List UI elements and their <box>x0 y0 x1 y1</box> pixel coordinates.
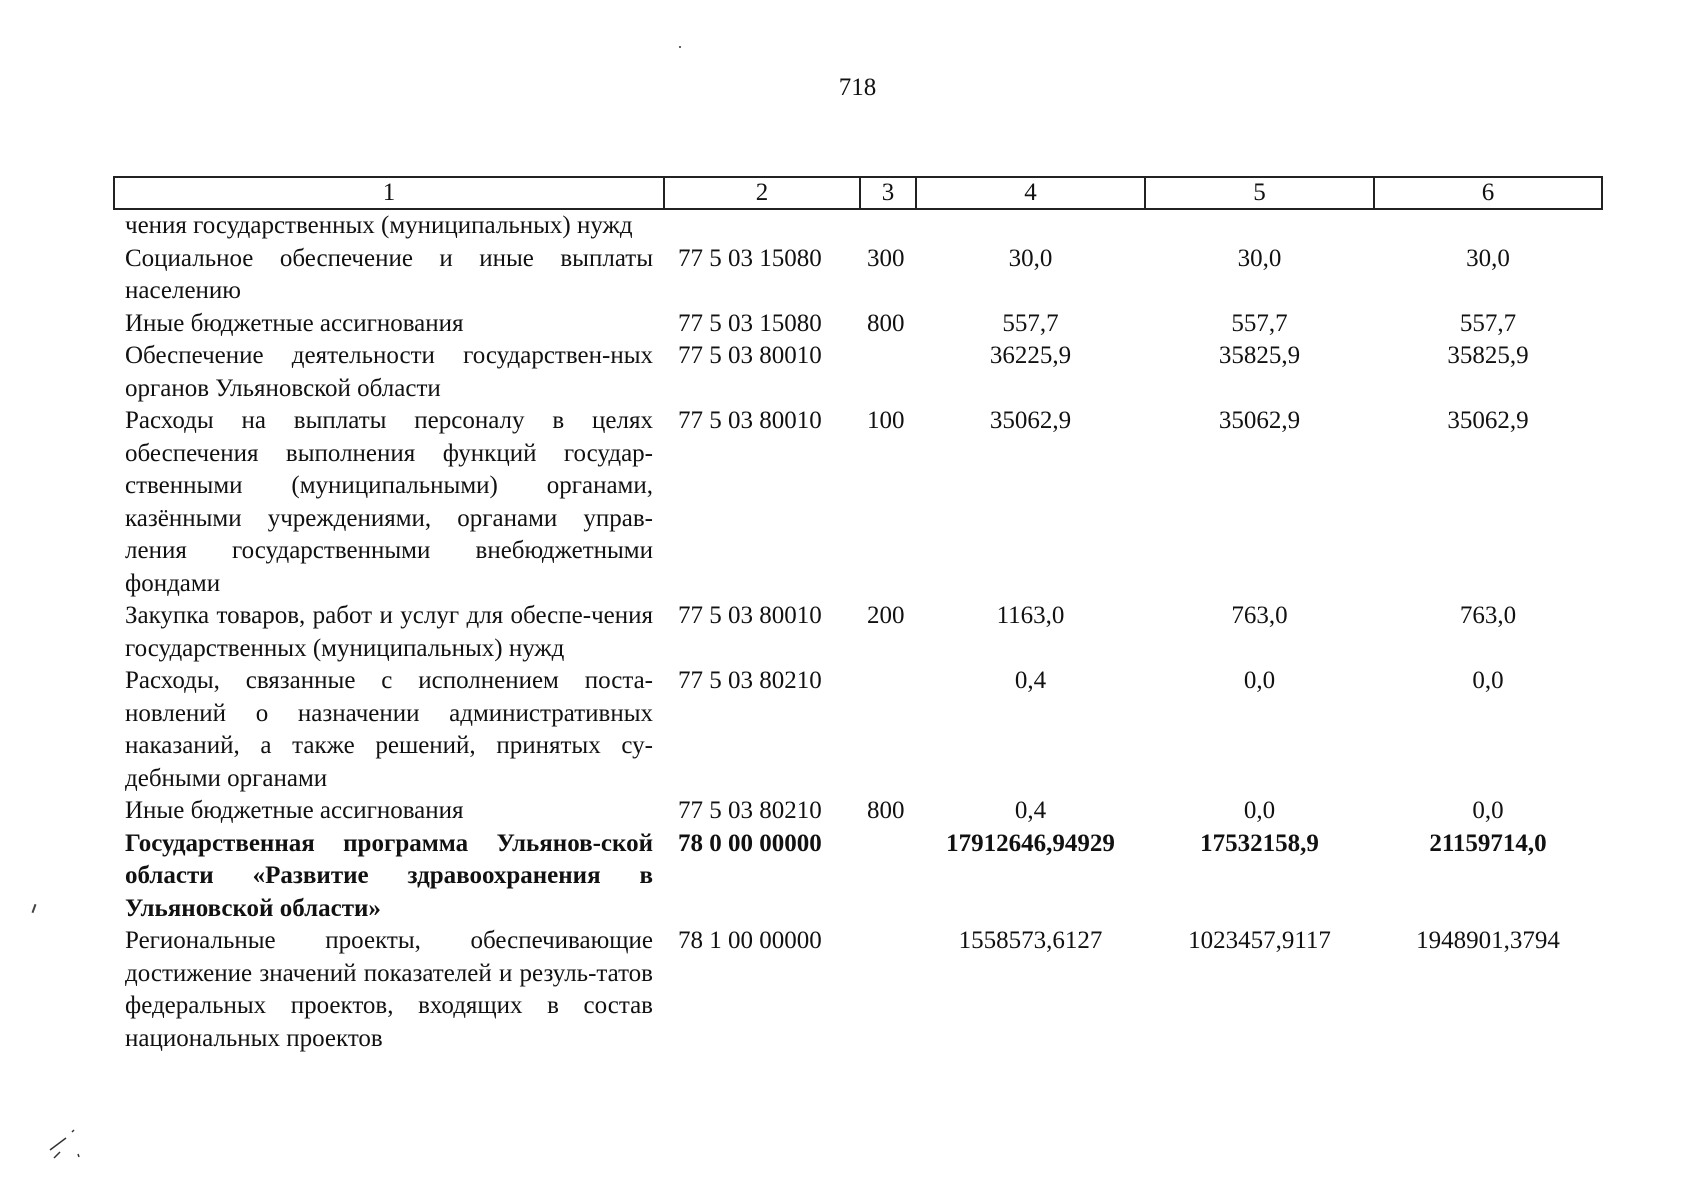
row-expense-kind: 800 <box>867 309 905 337</box>
row-value-col6 <box>1374 209 1602 243</box>
row-value-col6: 557,7 <box>1459 309 1517 337</box>
row-expense-kind <box>860 665 916 795</box>
header-row <box>114 177 1602 209</box>
header-cell-3: 3 <box>860 177 916 209</box>
row-value-col5: 17532158,9 <box>1200 829 1319 857</box>
row-code: 77 5 03 80210 <box>678 667 822 694</box>
row-value-col4 <box>916 209 1145 243</box>
row-expense-kind <box>860 340 916 405</box>
table-row <box>114 665 1602 795</box>
row-value-col5: 557,7 <box>1231 309 1288 337</box>
row-value-col5: 35825,9 <box>1218 342 1301 369</box>
row-value-col4: 36225,9 <box>989 342 1072 369</box>
row-value-col5: 763,0 <box>1231 602 1288 629</box>
header-cell-4: 4 <box>916 177 1145 209</box>
row-name: Закупка товаров, работ и услуг для обеспе-чения государственных (муниципальных) нужд <box>125 602 653 662</box>
row-expense-kind <box>860 209 916 243</box>
row-expense-kind <box>860 828 916 926</box>
row-value-col4: 0,4 <box>1014 667 1047 694</box>
row-value-col5: 35062,9 <box>1218 407 1301 434</box>
row-value-col4: 1163,0 <box>996 602 1065 629</box>
row-value-col6: 1948901,3794 <box>1416 927 1560 954</box>
row-name: Расходы на выплаты персоналу в целях обеспечения выполнения функций государ-ственными (муниципальными) органами, казёнными учреждениями, органами управ-ления государственными внебюджетными фондами <box>125 407 653 597</box>
row-value-col5: 0,0 <box>1243 797 1276 824</box>
row-name: чения государственных (муниципальных) нужд <box>125 212 633 239</box>
row-code <box>664 209 860 243</box>
row-name: Социальное обеспечение и иные выплаты населению <box>125 244 653 304</box>
row-expense-kind: 800 <box>867 797 905 824</box>
table-row <box>114 600 1602 665</box>
table-row <box>114 243 1602 308</box>
header-cell-2: 2 <box>664 177 860 209</box>
table-row <box>114 340 1602 405</box>
row-value-col5 <box>1145 209 1374 243</box>
row-value-col6: 30,0 <box>1466 244 1510 272</box>
margin-scribble-mark <box>48 1124 88 1160</box>
table-row <box>114 405 1602 600</box>
page-number: 718 <box>838 74 877 101</box>
row-value-col6: 35825,9 <box>1447 342 1529 369</box>
row-value-col6: 0,0 <box>1472 667 1504 694</box>
row-code: 77 5 03 15080 <box>678 244 822 272</box>
header-cell-6: 6 <box>1374 177 1602 209</box>
header-cell-1: 1 <box>114 177 664 209</box>
row-code: 77 5 03 15080 <box>678 309 822 337</box>
row-expense-kind: 300 <box>867 244 905 272</box>
table-row <box>114 795 1602 828</box>
row-value-col4: 557,7 <box>1002 309 1059 337</box>
row-code: 77 5 03 80210 <box>678 797 822 824</box>
row-code: 77 5 03 80010 <box>678 602 822 629</box>
table-row <box>114 209 1602 243</box>
row-expense-kind: 200 <box>867 602 905 629</box>
margin-tick-mark <box>32 904 37 913</box>
row-name: Обеспечение деятельности государствен-ных органов Ульяновской области <box>125 342 653 402</box>
table-row <box>114 925 1602 1055</box>
header-cell-5: 5 <box>1145 177 1374 209</box>
row-value-col6: 35062,9 <box>1447 407 1529 434</box>
budget-table <box>113 176 1603 1055</box>
table-body <box>114 209 1602 1055</box>
row-value-col4: 1558573,6127 <box>958 927 1103 954</box>
row-value-col5: 30,0 <box>1237 244 1282 272</box>
row-name: Иные бюджетные ассигнования <box>125 309 464 337</box>
row-value-col4: 35062,9 <box>989 407 1072 434</box>
row-value-col6: 763,0 <box>1459 602 1517 629</box>
stray-dot <box>679 46 681 48</box>
row-value-col4: 0,4 <box>1014 797 1047 824</box>
row-value-col5: 0,0 <box>1243 667 1276 694</box>
row-value-col5: 1023457,9117 <box>1188 927 1331 954</box>
row-expense-kind <box>860 925 916 1055</box>
row-name: Расходы, связанные с исполнением поста-новлений о назначении административных наказаний, а также решений, принятых су-дебными органами <box>125 667 653 792</box>
row-code: 78 1 00 00000 <box>678 927 822 954</box>
row-code: 77 5 03 80010 <box>678 342 822 369</box>
row-code: 78 0 00 00000 <box>678 829 822 857</box>
row-value-col4: 30,0 <box>1008 244 1053 272</box>
row-expense-kind: 100 <box>867 407 905 434</box>
row-value-col6: 21159714,0 <box>1429 829 1547 857</box>
table-row <box>114 308 1602 341</box>
row-name: Государственная программа Ульянов-ской области «Развитие здравоохранения в Ульяновской области» <box>125 829 653 922</box>
row-value-col4: 17912646,94929 <box>946 829 1115 857</box>
row-code: 77 5 03 80010 <box>678 407 822 434</box>
row-name: Иные бюджетные ассигнования <box>125 797 464 824</box>
table-header <box>114 177 1602 209</box>
row-name: Региональные проекты, обеспечивающие достижение значений показателей и резуль-татов федеральных проектов, входящих в состав национальных проектов <box>125 927 653 1052</box>
row-value-col6: 0,0 <box>1472 797 1504 824</box>
table-row <box>114 828 1602 926</box>
